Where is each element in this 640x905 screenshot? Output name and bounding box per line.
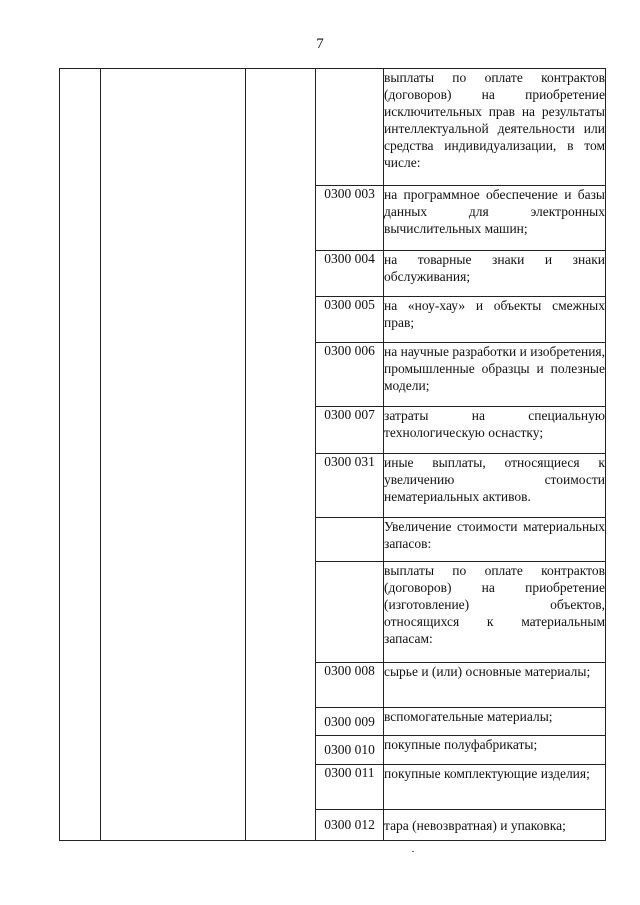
row-text: на товарные знаки и знаки обслуживания; (384, 251, 606, 297)
row-code: 0300 005 (316, 297, 384, 343)
row-text: выплаты по оплате контрактов (договоров) на приобретение исключительных прав на результаты интеллектуальной деятельности или средства индивидуализации, в том числе: (384, 69, 606, 186)
row-text: вспомогательные материалы; (384, 708, 606, 736)
row-text: Увеличение стоимости материальных запасов: (384, 518, 606, 562)
row-text: выплаты по оплате контрактов (договоров) на приобретение (изготовление) объектов, относящихся к материальным запасам: (384, 562, 606, 663)
row-code: 0300 006 (316, 343, 384, 407)
row-code (316, 562, 384, 663)
row-text: на научные разработки и изобретения, промышленные образцы и полезные модели; (384, 343, 606, 407)
table-row (60, 69, 606, 186)
row-text: тара (невозвратная) и упаковка; (384, 810, 606, 841)
row-text: на «ноу-хау» и объекты смежных прав; (384, 297, 606, 343)
row-code (316, 69, 384, 186)
row-text: сырье и (или) основные материалы; (384, 663, 606, 708)
row-text: иные выплаты, относящиеся к увеличению стоимости нематериальных активов. (384, 454, 606, 518)
row-text: покупные полуфабрикаты; (384, 736, 606, 765)
row-code: 0300 010 (316, 736, 384, 765)
row-code: 0300 004 (316, 251, 384, 297)
row-text: затраты на специальную технологическую оснастку; (384, 407, 606, 454)
row-text: на программное обеспечение и базы данных для электронных вычислительных машин; (384, 186, 606, 251)
row-code: 0300 011 (316, 765, 384, 810)
row-text: покупные комплектующие изделия; (384, 765, 606, 810)
empty-column-1 (60, 69, 101, 841)
row-code (316, 518, 384, 562)
empty-column-2 (101, 69, 246, 841)
row-code: 0300 012 (316, 810, 384, 841)
scan-speck (412, 851, 414, 852)
row-code: 0300 003 (316, 186, 384, 251)
row-code: 0300 009 (316, 708, 384, 736)
row-code: 0300 031 (316, 454, 384, 518)
page-number: 7 (316, 36, 324, 52)
document-table (59, 68, 606, 841)
row-code: 0300 007 (316, 407, 384, 454)
empty-column-3 (246, 69, 316, 841)
row-code: 0300 008 (316, 663, 384, 708)
